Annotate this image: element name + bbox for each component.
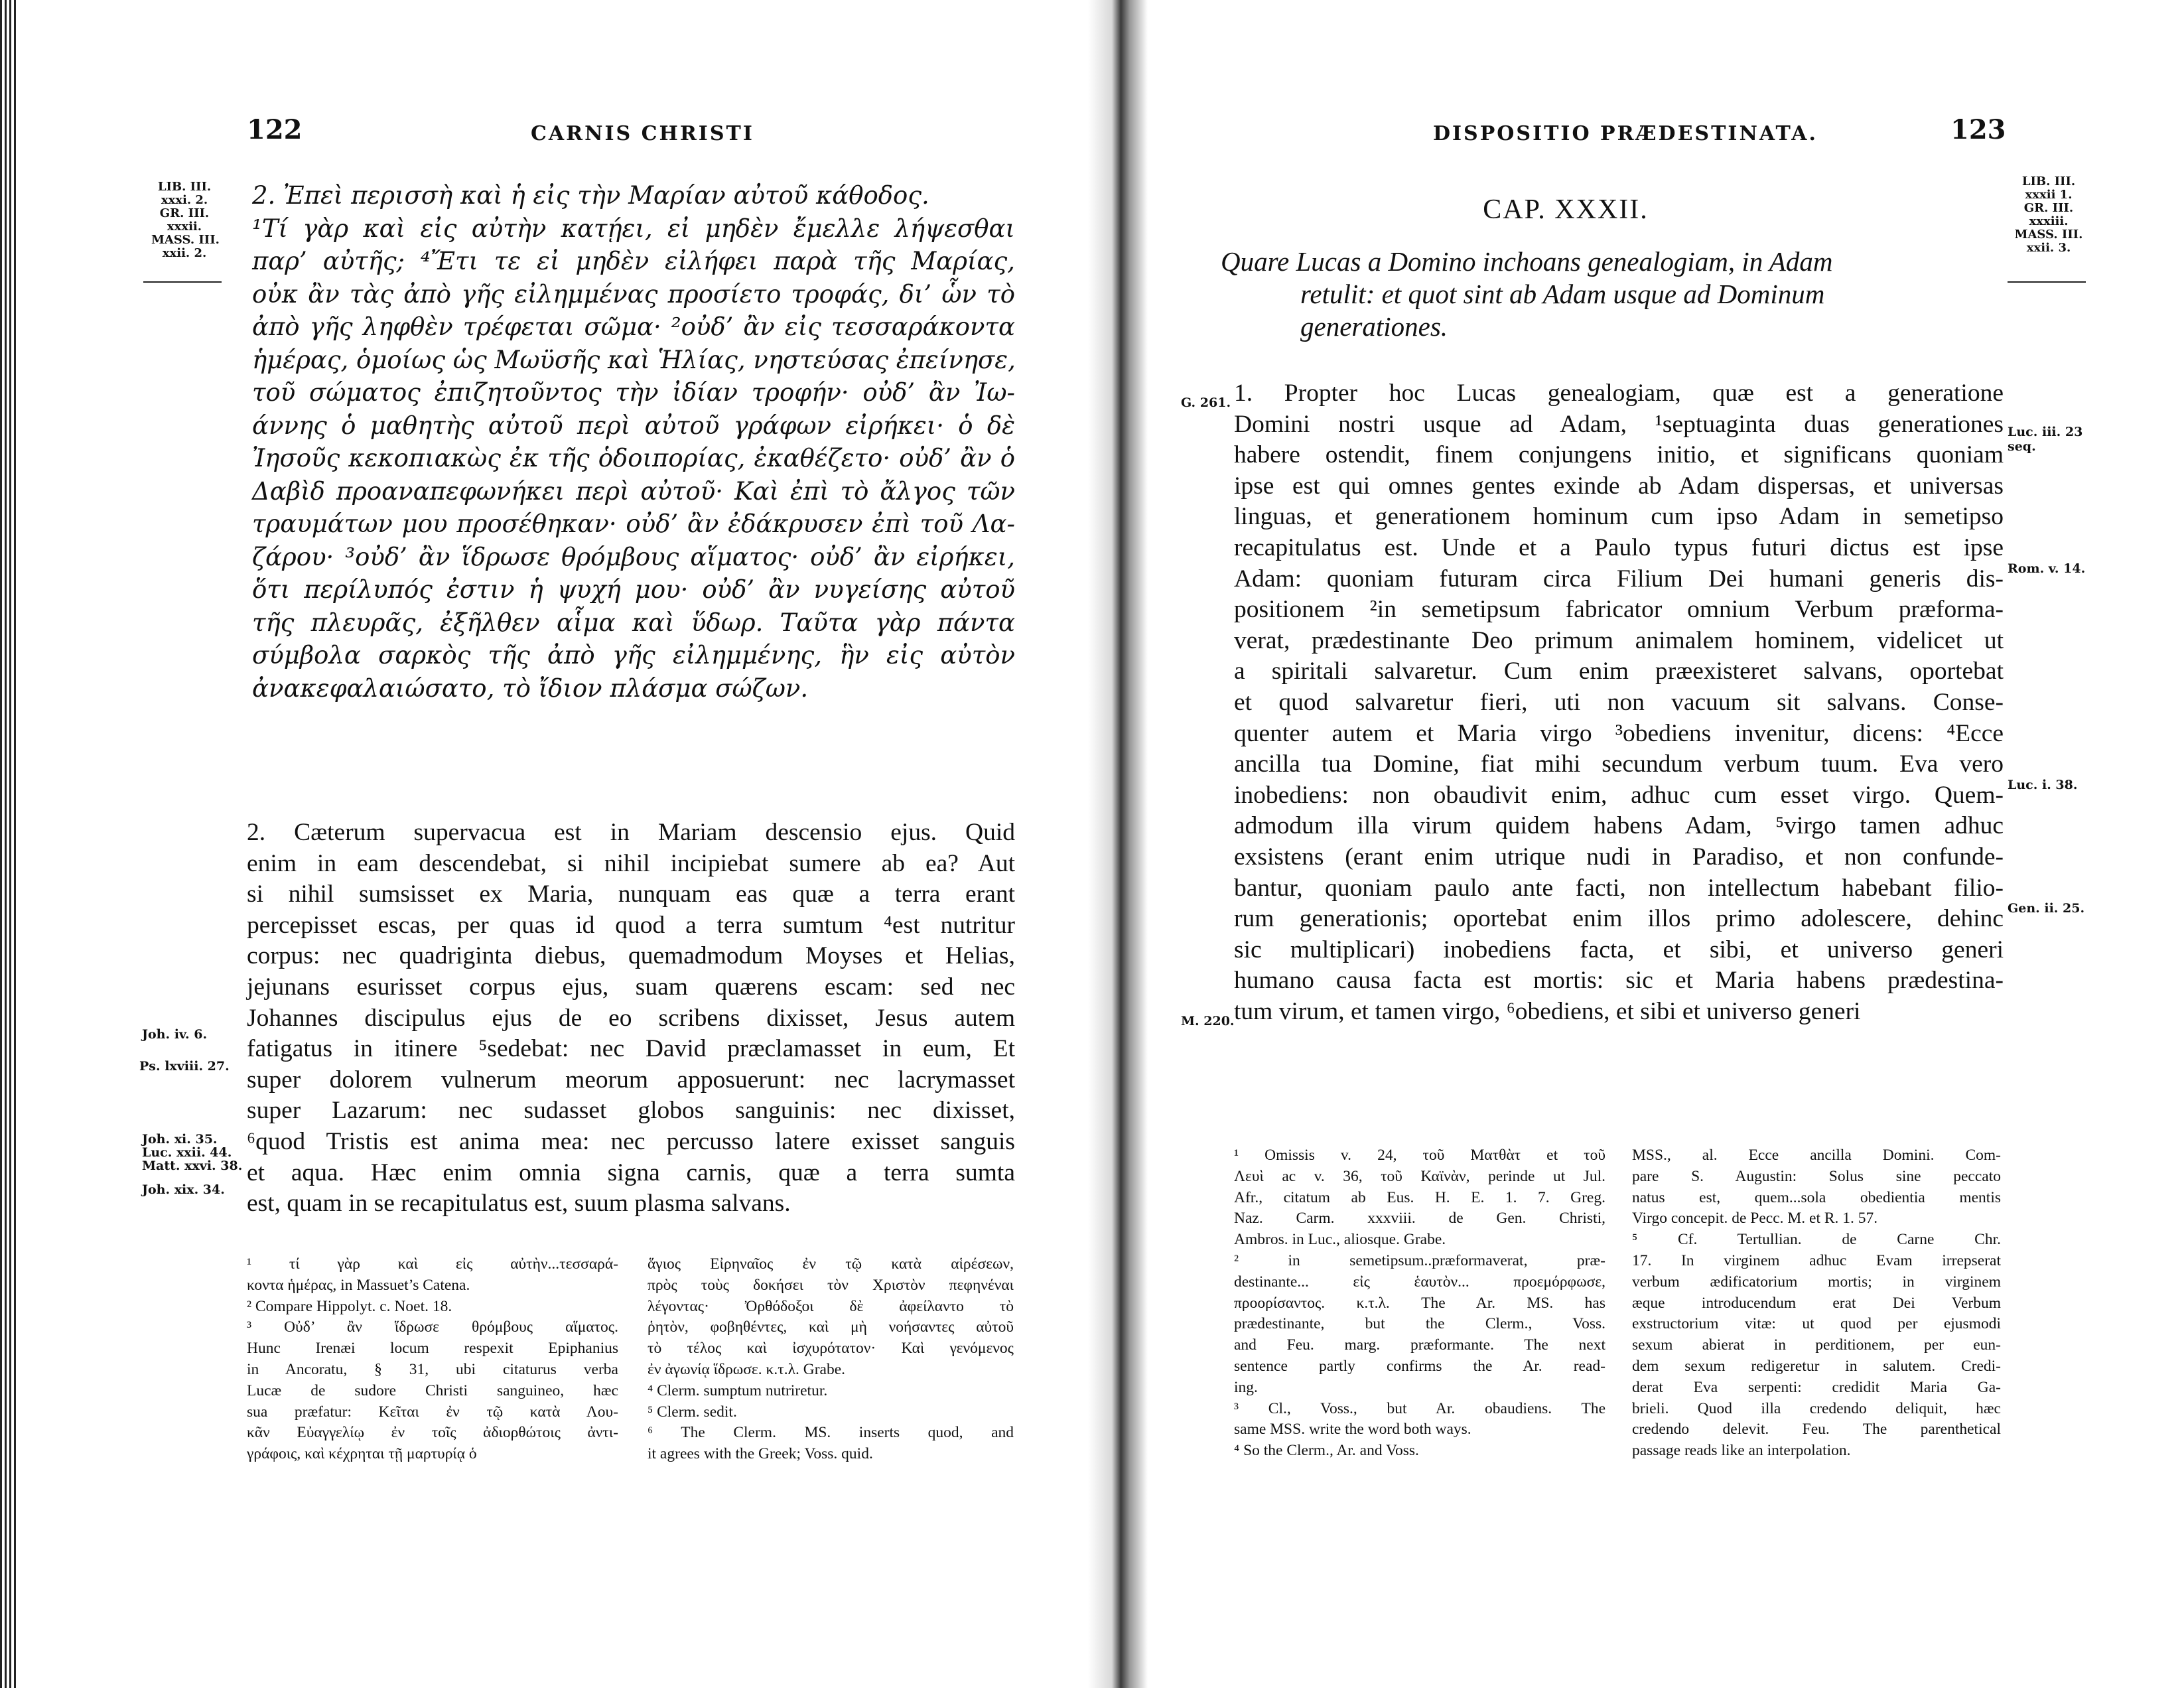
text-line: humano causa facta est mortis: sic et Maria habens prædestina-: [1234, 967, 2004, 995]
footnote-line: ³ Cl., Voss., but Ar. obaudiens. The: [1234, 1399, 1605, 1417]
margin-ref: xxii. 3.: [2026, 241, 2071, 255]
text-line: sic multiplicari) inobediens facta, et sibi, et universo generi: [1234, 936, 2004, 963]
greek-line: άννης ὁ μαθητὴς αὐτοῦ περὶ αὐτοῦ γράφων εἰρήκει· ὁ δὲ: [252, 411, 1015, 440]
footnote-line: ῥητὸν, φοβηθέντες, καὶ μὴ νοήσαντες αὐτοῦ: [648, 1318, 1014, 1336]
text-line: linguas, et generationem hominum cum ipso Adam in semetipso: [1234, 503, 2004, 531]
greek-line: ζάρου· ³οὐδ’ ἂν ἵδρωσε θρόμβους αἵματος· οὐδ’ ἂν εἰρήκει,: [252, 542, 1015, 571]
footnote-line: ⁶ The Clerm. MS. inserts quod, and: [648, 1424, 1014, 1442]
footnote-line: τὸ τέλος καὶ ἰσχυρότατον· Καὶ γενόμενος: [648, 1340, 1014, 1358]
footnote-line: ing.: [1234, 1378, 1258, 1396]
footnote-line: ἐν ἀγωνίᾳ ἵδρωσε. κ.τ.λ. Grabe.: [648, 1360, 846, 1378]
text-line: super Lazarum: nec sudasset globos sanguinis: nec dixisset,: [247, 1097, 1015, 1125]
footnote-line: sua præfatur: Κεῖται ἐν τῷ κατὰ Λου-: [247, 1403, 618, 1421]
footnote-line: MSS., al. Ecce ancilla Domini. Com-: [1632, 1147, 2001, 1164]
text-line: si nihil sumsisset ex Maria, nunquam eas quæ a terra erant: [247, 880, 1015, 908]
text-line: tum virum, et tamen virgo, ⁶obediens, et sibi et universo generi: [1234, 997, 1861, 1025]
text-line: 2. Cæterum supervacua est in Mariam descensio ejus. Quid: [247, 819, 1015, 846]
greek-line: παρ’ αὐτῆς; ⁴Ἔτι τε εἰ μηδὲν εἰλήφει παρὰ τῆς Μαρίας,: [252, 247, 1015, 275]
footnote-line: Naz. Carm. xxxviii. de Gen. Christi,: [1234, 1210, 1605, 1228]
footnotes-column-1: [247, 1254, 618, 1465]
greek-line: ὅτι περίλυπός ἐστιν ἡ ψυχή μου· οὐδ’ ἂν νυγείσης αὐτοῦ: [252, 575, 1015, 604]
footnote-line: same MSS. write the word both ways.: [1234, 1421, 1471, 1439]
greek-line: 2. Ἐπεὶ περισσὴ καὶ ἡ εἰς τὴν Μαρίαν αὐτοῦ κάθοδος.: [252, 181, 929, 210]
footnote-line: 17. In virginem adhuc Evam irrepserat: [1632, 1251, 2001, 1269]
text-line: percepisset escas, per quas id quod a terra sumtum ⁴est nutritur: [247, 911, 1015, 939]
greek-line: τραυμάτων μου προσέθηκαν· οὐδ’ ἂν ἐδάκρυσεν ἐπὶ τοῦ Λα-: [252, 510, 1015, 538]
footnote-line: derat Eva serpenti: credidit Maria Ga-: [1632, 1378, 2001, 1396]
margin-ref: xxxii.: [167, 220, 202, 234]
text-line: exsistens (erant enim utrique nudi in Paradiso, et non confunde-: [1234, 843, 2004, 871]
chapter-heading: CAP. XXXII.: [1483, 194, 1649, 225]
running-head: DISPOSITIO PRÆDESTINATA.: [1433, 122, 1818, 145]
footnotes-column-1: [1234, 1145, 1605, 1462]
margin-ref: LIB. III.: [2021, 175, 2076, 188]
greek-line: Ἰησοῦς κεκοπιακὼς ἐκ τῆς ὁδοιπορίας, ἐκαθέζετο· οὐδ’ ἂν ὁ: [252, 444, 1015, 472]
text-line: habere ostendit, finem conjungens initio, et significans quoniam: [1234, 441, 2004, 469]
footnote-line: Hunc Irenæi locum respexit Epiphanius: [247, 1340, 618, 1358]
greek-line: σύμβολα σαρκὸς τῆς ἀπὸ γῆς εἰλημμένης, ἣν εἰς αὐτὸν: [252, 641, 1015, 669]
summary-line: retulit: et quot sint ab Adam usque ad Dominum: [1300, 279, 1825, 309]
footnote-line: it agrees with the Greek; Voss. quid.: [648, 1445, 873, 1463]
footnote-line: ¹ τί γὰρ καὶ εἰς αὐτὴν...τεσσαρά-: [247, 1255, 618, 1273]
footnote-line: and Feu. marg. præformante. The next: [1234, 1336, 1605, 1354]
scripture-ref: Rom. v. 14.: [2008, 561, 2086, 576]
greek-line: Δαβὶδ προαναπεφωνήκει περὶ αὐτοῦ· Καὶ ἐπὶ τὸ ἄλγος τῶν: [252, 476, 1015, 506]
text-line: Johannes discipulus ejus de eo scribens dixisset, Jesus autem: [247, 1004, 1015, 1032]
greek-line: ἀνακεφαλαιώσατο, τὸ ἴδιον πλάσμα σώζων.: [252, 673, 809, 703]
margin-rule: [2008, 281, 2086, 283]
latin-text: [1234, 378, 2004, 1027]
footnote-line: κοντα ἡμέρας, in Massuet’s Catena.: [247, 1276, 470, 1294]
page-ref: M. 220.: [1181, 1014, 1235, 1028]
footnote-line: ⁵ Clerm. sedit.: [648, 1403, 737, 1421]
book-edge: [0, 0, 19, 1688]
margin-ref: GR. III.: [2023, 201, 2074, 215]
footnote-line: Afr., citatum ab Eus. H. E. 1. 7. Greg.: [1234, 1188, 1605, 1206]
page-number: 123: [1950, 114, 2006, 145]
footnotes-column-2: [648, 1254, 1014, 1465]
footnote-line: ² Compare Hippolyt. c. Noet. 18.: [247, 1297, 452, 1315]
footnote-line: brieli. Quod illa credendo deliquit, hæc: [1632, 1399, 2001, 1417]
scripture-ref: Luc. iii. 23: [2008, 425, 2083, 439]
text-line: a spiritali salvaretur. Cum enim præexisteret salvans, oportebat: [1234, 658, 2004, 685]
footnote-line: ¹ Omissis v. 24, τοῦ Ματθὰτ et τοῦ: [1234, 1147, 1605, 1164]
footnotes-column-2: [1632, 1145, 2001, 1462]
text-line: inobediens: non obaudivit enim, adhuc cum esset virgo. Quem-: [1234, 781, 2004, 809]
footnote-line: pare S. Augustin: Solus sine peccato: [1632, 1167, 2001, 1185]
footnote-line: γράφοις, καὶ κέχρηται τῇ μαρτυρίᾳ ὁ: [247, 1445, 477, 1463]
footnote-line: dem sexum redigeretur in salutem. Credi-: [1632, 1357, 2001, 1375]
greek-line: τοῦ σώματος ἐπιζητοῦντος τὴν ἰδίαν τροφήν· οὐδ’ ἂν Ἰω-: [252, 378, 1015, 407]
footnote-line: credendo delevit. Feu. The parenthetical: [1632, 1421, 2001, 1439]
margin-ref: GR. III.: [159, 206, 210, 220]
text-line: fatigatus in itinere ⁵sedebat: nec David præclamasset in eum, Et: [247, 1035, 1015, 1063]
footnote-line: Virgo concepit. de Pecc. M. et R. 1. 57.: [1632, 1210, 1878, 1228]
text-line: 1. Propter hoc Lucas genealogiam, quæ est a generatione: [1234, 380, 2004, 407]
text-line: Domini nostri usque ad Adam, ¹septuaginta duas generationes: [1234, 410, 2004, 438]
scripture-ref: Matt. xxvi. 38.: [142, 1159, 243, 1173]
greek-line: τῆς πλευρᾶς, ἐξῆλθεν αἷμα καὶ ὕδωρ. Ταῦτα γὰρ πάντα: [252, 608, 1015, 637]
footnote-line: æque introducendum erat Dei Verbum: [1632, 1294, 2001, 1312]
text-line: bantur, quoniam paulo ante facti, non intellectum habebant filio-: [1234, 874, 2004, 902]
footnote-line: Λευὶ ac v. 36, τοῦ Καϊνὰν, perinde ut Jul.: [1234, 1167, 1605, 1185]
footnote-line: ² in semetipsum..præformaverat, præ-: [1234, 1251, 1605, 1269]
footnote-line: sexum abierat in perditionem, per eun-: [1632, 1336, 2001, 1354]
footnote-line: λέγοντας· Ὀρθόδοξοι δὲ ἀφείλαντο τὸ: [648, 1297, 1014, 1315]
latin-text: [247, 817, 1015, 1220]
page-number: 122: [247, 114, 303, 145]
margin-ref: xxxi. 2.: [161, 193, 208, 207]
footnote-line: πρὸς τοὺς δοκήσει τὸν Χριστὸν πεφηνέναι: [648, 1276, 1014, 1294]
footnote-line: in Ancoratu, § 31, ubi citaturus verba: [247, 1360, 618, 1378]
summary-line: generationes.: [1300, 311, 1448, 342]
margin-ref: xxxiii.: [2029, 214, 2069, 228]
margin-references: [151, 180, 218, 260]
text-line: Adam: quoniam futuram circa Filium Dei humani generis dis-: [1234, 565, 2004, 593]
footnote-line: κᾶν Εὐαγγελίῳ ἐν τοῖς ἀδιορθώτοις ἀντι-: [247, 1424, 618, 1442]
footnote-line: Lucæ de sudore Christi sanguineo, hæc: [247, 1381, 618, 1399]
margin-references: [2014, 175, 2083, 255]
text-line: jejunans esurisset corpus ejus, suam quærens escam: sed nec: [247, 973, 1015, 1001]
text-line: enim in eam descendebat, si nihil incipiebat sumere ab ea? Aut: [247, 849, 1015, 877]
margin-ref: MASS. III.: [2014, 228, 2083, 242]
greek-line: ἡμέρας, ὁμοίως ὡς Μωϋσῆς καὶ Ἡλίας, νηστεύσας ἐπείνησε,: [252, 345, 1016, 374]
scripture-ref: Ps. lxviii. 27.: [139, 1059, 230, 1074]
text-line: positionem ²in semetipsum fabricator omnium Verbum præforma-: [1234, 596, 2004, 624]
footnote-line: Ambros. in Luc., aliosque. Grabe.: [1234, 1231, 1446, 1249]
margin-ref: xxxii 1.: [2025, 188, 2073, 202]
footnote-line: προορίσαντος. κ.τ.λ. The Ar. MS. has: [1234, 1294, 1605, 1312]
text-line: et quod salvaretur fieri, uti non vacuum sit salvans. Conse-: [1234, 688, 2004, 716]
scripture-ref: Luc. i. 38.: [2008, 778, 2078, 792]
scripture-ref: Joh. iv. 6.: [142, 1027, 208, 1042]
footnote-line: prædestinante, but the Clerm., Voss.: [1234, 1315, 1605, 1333]
footnote-line: passage reads like an interpolation.: [1632, 1442, 1851, 1460]
footnote-line: destinante... εἰς ἑαυτὸν... προεμόρφωσε,: [1234, 1273, 1605, 1291]
footnote-line: natus est, quem...sola obedientia mentis: [1632, 1188, 2001, 1206]
scripture-ref: Joh. xix. 34.: [142, 1182, 225, 1197]
running-head: CARNIS CHRISTI: [531, 122, 754, 145]
footnote-line: ⁵ Cf. Tertullian. de Carne Chr.: [1632, 1231, 2001, 1249]
margin-ref: LIB. III.: [157, 180, 212, 194]
greek-line: ἀπὸ γῆς ληφθὲν τρέφεται σῶμα· ²οὐδ’ ἂν εἰς τεσσαράκοντα: [252, 313, 1015, 341]
scripture-ref: Luc. xxii. 44.: [142, 1145, 232, 1160]
greek-line: οὐκ ἂν τὰς ἀπὸ γῆς εἰλημμένας προσίετο τροφάς, δι’ ὧν τὸ: [252, 279, 1015, 309]
scripture-ref: seq.: [2008, 439, 2036, 454]
text-line: est, quam in se recapitulatus est, suum plasma salvans.: [247, 1190, 791, 1218]
footnote-line: sentence partly confirms the Ar. read-: [1234, 1357, 1605, 1375]
footnote-line: verbum ædificatorium mortis; in virginem: [1632, 1273, 2001, 1291]
text-line: ancilla tua Domine, fiat mihi secundum verbum tuum. Eva vero: [1234, 750, 2004, 778]
chapter-summary: [1221, 246, 1990, 343]
text-line: admodum illa virum quidem habens Adam, ⁵virgo tamen adhuc: [1234, 812, 2004, 840]
footnote-line: ⁴ Clerm. sumptum nutriretur.: [648, 1381, 828, 1399]
greek-line: ¹Τί γὰρ καὶ εἰς αὐτὴν κατῄει, εἰ μηδὲν ἔμελλε λήψεσθαι: [252, 214, 1015, 243]
text-line: et aqua. Hæc enim omnia signa carnis, quæ a terra sumta: [247, 1159, 1015, 1186]
scripture-ref: Gen. ii. 25.: [2008, 901, 2085, 916]
text-line: ⁶quod Tristis est anima mea: nec percusso latere exisset sanguis: [247, 1127, 1015, 1155]
text-line: super dolorem vulnerum meorum apposuerunt: nec lacrymasset: [247, 1066, 1015, 1093]
footnote-line: ³ Οὐδ’ ἂν ἵδρωσε θρόμβους αἵματος.: [247, 1318, 618, 1336]
right-page: [1101, 0, 2184, 1688]
margin-rule: [143, 281, 222, 283]
footnote-line: ἅγιος Εἰρηναῖος ἐν τῷ κατὰ αἱρέσεων,: [648, 1255, 1014, 1273]
text-line: ipse est qui omnes gentes exinde ab Adam dispersas, et universas: [1234, 472, 2004, 500]
summary-line: Quare Lucas a Domino inchoans genealogiam, in Adam: [1221, 246, 1833, 277]
margin-ref: MASS. III.: [151, 233, 220, 247]
text-line: verat, prædestinante Deo primum animalem hominem, videlicet ut: [1234, 626, 2004, 654]
text-line: corpus: nec quadriginta diebus, quemadmodum Moyses et Helias,: [247, 942, 1015, 970]
text-line: rum generationis; oportebat enim illos primo adolescere, dehinc: [1234, 905, 2004, 933]
footnote-line: exstructorium vitæ: ut quod per ejusmodi: [1632, 1315, 2001, 1333]
page-ref: G. 261.: [1181, 395, 1231, 410]
margin-ref: xxii. 2.: [162, 246, 207, 260]
text-line: recapitulatus est. Unde et a Paulo typus futuri dictus est ipse: [1234, 533, 2004, 561]
scripture-ref: Joh. xi. 35.: [142, 1132, 218, 1147]
footnote-line: ⁴ So the Clerm., Ar. and Voss.: [1234, 1442, 1419, 1460]
text-line: quenter autem et Maria virgo ³obediens invenitur, dicens: ⁴Ecce: [1234, 719, 2004, 747]
greek-text: [252, 179, 1015, 705]
